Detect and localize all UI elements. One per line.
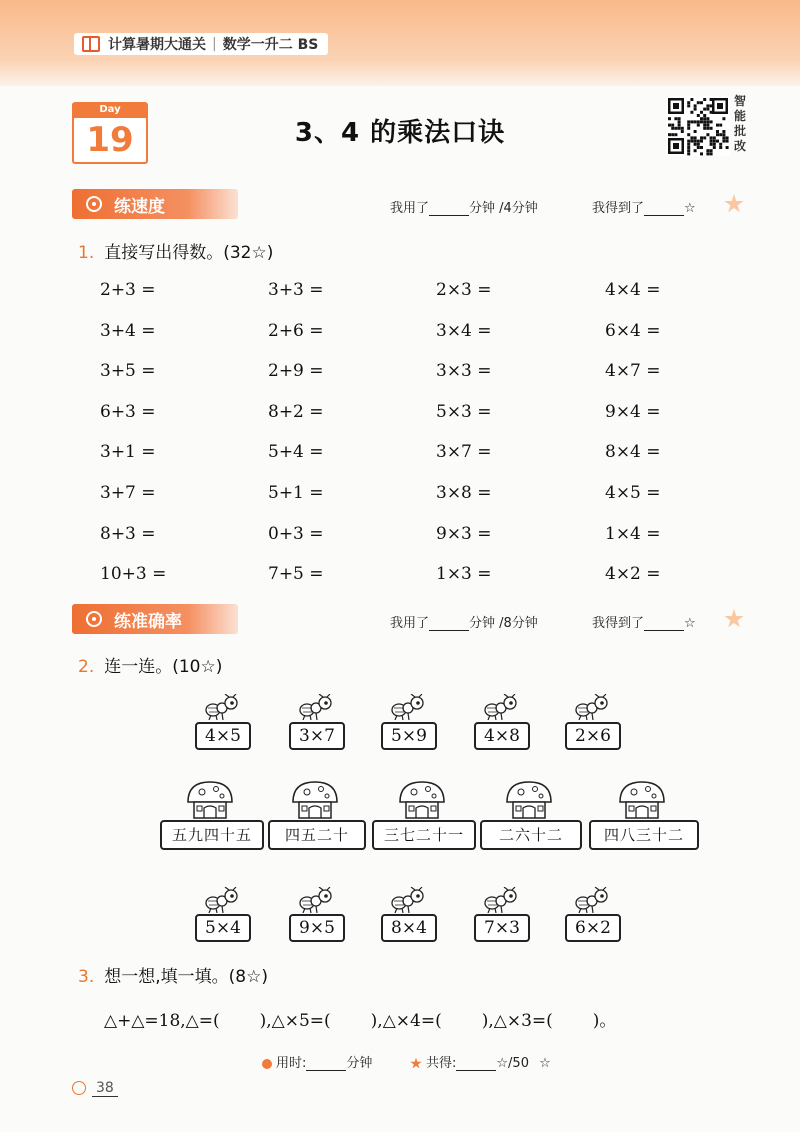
time-total-blank[interactable] — [306, 1070, 346, 1071]
ant-icon — [297, 694, 337, 724]
exercise-item: 3+3 = — [268, 280, 324, 300]
exercise-item: 4×4 = — [605, 280, 661, 300]
fill-in-line: △+△=18,△=( ),△×5=( ),△×4=( ),△×3=( )。 — [104, 1011, 617, 1031]
book-header — [74, 33, 328, 55]
series-title: 计算暑期大通关 — [108, 37, 206, 53]
mushroom-house-icon — [289, 780, 341, 824]
footer-time: 用时: 分钟 — [262, 1052, 372, 1071]
expression-card[interactable]: 5×4 — [195, 914, 251, 942]
exercise-item: 3×3 = — [436, 361, 492, 382]
rhyme-card[interactable]: 四五二十 — [268, 820, 366, 850]
star-icon — [410, 1058, 422, 1070]
exercise-item: 4×5 = — [605, 483, 661, 503]
mushroom-house-icon — [616, 780, 668, 824]
expression-card[interactable]: 4×8 — [474, 722, 530, 750]
ant-icon — [482, 694, 522, 724]
exercise-item: 3×8 = — [436, 483, 492, 503]
section-speed-label: 练速度 — [114, 196, 165, 217]
question-3: 3. 想一想,填一填。(8☆) — [78, 967, 268, 987]
footer-total: 共得: ☆/50 ☆ — [410, 1052, 551, 1071]
exercise-item: 8+2 = — [268, 401, 324, 422]
exercise-item: 8+3 = — [100, 523, 156, 544]
question-1: 1. 直接写出得数。(32☆) — [78, 243, 274, 263]
exercise-item: 3+5 = — [100, 361, 156, 382]
exercise-item: 2+9 = — [268, 361, 324, 382]
section-accuracy — [72, 604, 238, 634]
exercise-item: 6×4 = — [605, 320, 661, 341]
exercise-item: 6+3 = — [100, 401, 156, 422]
exercise-item: 5+4 = — [268, 442, 324, 463]
time-record-2: 我用了 分钟 /8分钟 — [390, 616, 538, 631]
mushroom-house-icon — [184, 780, 236, 824]
rhyme-card[interactable]: 四八三十二 — [589, 820, 699, 850]
rhyme-card[interactable]: 五九四十五 — [160, 820, 264, 850]
expression-card[interactable]: 2×6 — [565, 722, 621, 750]
exercise-item: 3+1 = — [100, 442, 156, 463]
exercise-item: 7+5 = — [268, 564, 324, 585]
time-blank[interactable] — [429, 630, 469, 631]
ant-icon — [573, 887, 613, 917]
exercise-item: 2+3 = — [100, 280, 156, 300]
header-separator: | — [212, 36, 217, 52]
page-title: 3、4 的乘法口诀 — [294, 118, 506, 148]
ant-icon — [297, 887, 337, 917]
expression-card[interactable]: 8×4 — [381, 914, 437, 942]
exercise-item: 4×7 = — [605, 361, 661, 382]
score-blank[interactable] — [644, 215, 684, 216]
exercise-item: 2×3 = — [436, 280, 492, 300]
score-record-2: 我得到了 ☆ — [592, 616, 696, 631]
time-record-1: 我用了 分钟 /4分钟 — [390, 201, 538, 216]
total-blank[interactable] — [456, 1070, 496, 1071]
expression-card[interactable]: 7×3 — [474, 914, 530, 942]
exercise-item: 0+3 = — [268, 523, 324, 544]
subject-title: 数学一升二 BS — [222, 37, 319, 53]
expression-card[interactable]: 4×5 — [195, 722, 251, 750]
exercise-item: 2+6 = — [268, 320, 324, 341]
exercise-item: 1×4 = — [605, 523, 661, 544]
qr-code[interactable] — [666, 96, 730, 156]
exercise-item: 1×3 = — [436, 564, 492, 585]
exercise-item: 9×4 = — [605, 401, 661, 422]
mushroom-house-icon — [503, 780, 555, 824]
exercise-item: 8×4 = — [605, 442, 661, 463]
clock-icon — [262, 1059, 272, 1069]
exercise-item: 5×3 = — [436, 401, 492, 422]
expression-card[interactable]: 5×9 — [381, 722, 437, 750]
exercise-item: 3+4 = — [100, 320, 156, 341]
exercise-item: 3+7 = — [100, 483, 156, 503]
ant-icon — [573, 694, 613, 724]
section-speed — [72, 189, 238, 219]
time-blank[interactable] — [429, 215, 469, 216]
star-icon — [724, 194, 744, 214]
exercise-item: 3×4 = — [436, 320, 492, 341]
exercise-item: 3×7 = — [436, 442, 492, 463]
score-record-1: 我得到了 ☆ — [592, 201, 696, 216]
page-number: 38 — [72, 1080, 118, 1096]
ant-icon — [482, 887, 522, 917]
qr-label: 智 能 批 改 — [734, 94, 747, 153]
section-accuracy-label: 练准确率 — [114, 611, 182, 632]
book-icon — [82, 36, 100, 52]
exercise-item: 9×3 = — [436, 523, 492, 544]
stopwatch-icon — [86, 196, 102, 212]
rhyme-card[interactable]: 三七二十一 — [372, 820, 476, 850]
day-number: 19 — [72, 116, 148, 164]
score-blank[interactable] — [644, 630, 684, 631]
exercise-item: 4×2 = — [605, 564, 661, 585]
star-icon — [724, 609, 744, 629]
rhyme-card[interactable]: 二六十二 — [480, 820, 582, 850]
target-icon — [86, 611, 102, 627]
expression-card[interactable]: 3×7 — [289, 722, 345, 750]
expression-card[interactable]: 6×2 — [565, 914, 621, 942]
ant-icon — [389, 694, 429, 724]
ant-icon — [389, 887, 429, 917]
ant-icon — [203, 887, 243, 917]
exercise-item: 5+1 = — [268, 483, 324, 503]
question-2: 2. 连一连。(10☆) — [78, 657, 223, 677]
exercise-item: 10+3 = — [100, 564, 167, 585]
mushroom-house-icon — [396, 780, 448, 824]
sun-icon — [72, 1081, 86, 1095]
day-label: Day — [72, 102, 148, 118]
ant-icon — [203, 694, 243, 724]
expression-card[interactable]: 9×5 — [289, 914, 345, 942]
